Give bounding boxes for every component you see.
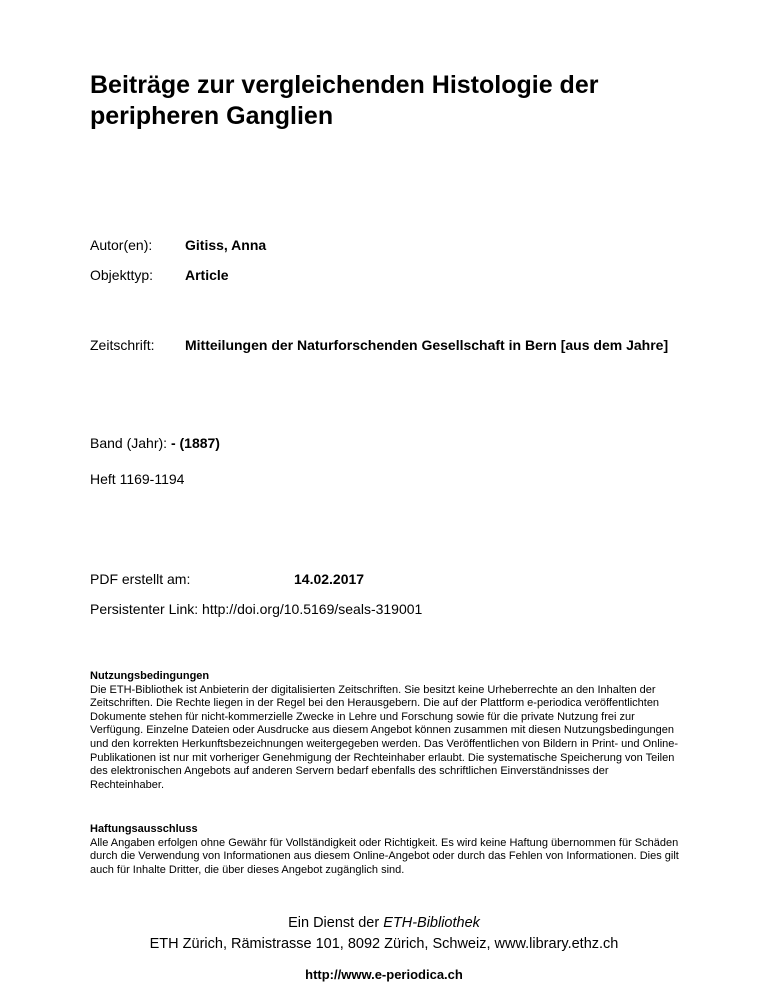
disclaimer-heading: Haftungsausschluss [90, 823, 198, 835]
journal-label: Zeitschrift: [90, 337, 155, 353]
terms-section [90, 670, 680, 792]
pdf-created-label: PDF erstellt am: [90, 571, 191, 587]
disclaimer-section [90, 823, 680, 877]
persistent-link[interactable]: Persistenter Link: http://doi.org/10.5169/seals-319001 [90, 601, 423, 617]
band-value: - (1887) [170, 435, 220, 451]
author-label: Autor(en): [90, 237, 153, 253]
footer-link[interactable]: http://www.e-periodica.ch [305, 967, 463, 982]
band-label: Band (Jahr): [90, 435, 168, 451]
band-row [90, 434, 220, 452]
journal-value: Mitteilungen der Naturforschenden Gesellschaft in Bern [aus dem Jahre] [185, 337, 669, 353]
terms-body: Die ETH-Bibliothek ist Anbieterin der digitalisierten Zeitschriften. Sie besitzt keine Urheberrechte an den Inhalten der Zeitschriften. Die Rechte liegen in der Regel bei den Herausgebern. Die auf der Plattform e-periodica veröffentlichten Dokumente stehen für nicht-kommerzielle Zwecke in Lehre und Forschung sowie für die private Nutzung frei zur Verfügung. Einzelne Dateien oder Ausdrucke aus diesem Angebot können zusammen mit diesen Nutzungsbedingungen und den korrekten Herkunftsbezeichnungen weitergegeben werden. Das Veröffentlichen von Bildern in Print- und Online-Publikationen ist nur mit vorheriger Genehmigung der Rechteinhaber erlaubt. Die systematische Speicherung von Teilen des elektronischen Angebots auf anderen Servern bedarf ebenfalls des schriftlichen Einverständnisses der Rechteinhaber. [90, 683, 679, 791]
disclaimer-body: Alle Angaben erfolgen ohne Gewähr für Vollständigkeit oder Richtigkeit. Es wird keine Haftung übernommen für Schäden durch die Verwendung von Informationen aus diesem Online-Angebot oder durch das Fehlen von Informationen. Dies gilt auch für Inhalte Dritter, die über dieses Angebot zugänglich sind. [90, 836, 679, 876]
footer-address: ETH Zürich, Rämistrasse 101, 8092 Zürich, Schweiz, www.library.ethz.ch [149, 936, 619, 952]
author-value: Gitiss, Anna [185, 237, 267, 253]
type-label: Objekttyp: [90, 267, 154, 283]
service-line [0, 913, 768, 933]
document-title: Beiträge zur vergleichenden Histologie der peripheren Ganglien [90, 71, 599, 130]
pdf-created-value: 14.02.2017 [294, 571, 365, 587]
terms-heading: Nutzungsbedingungen [90, 670, 210, 682]
heft-line: Heft 1169-1194 [90, 471, 185, 487]
type-value: Article [185, 267, 229, 283]
service-prefix: Ein Dienst der [288, 915, 384, 931]
service-name: ETH-Bibliothek [383, 915, 480, 931]
